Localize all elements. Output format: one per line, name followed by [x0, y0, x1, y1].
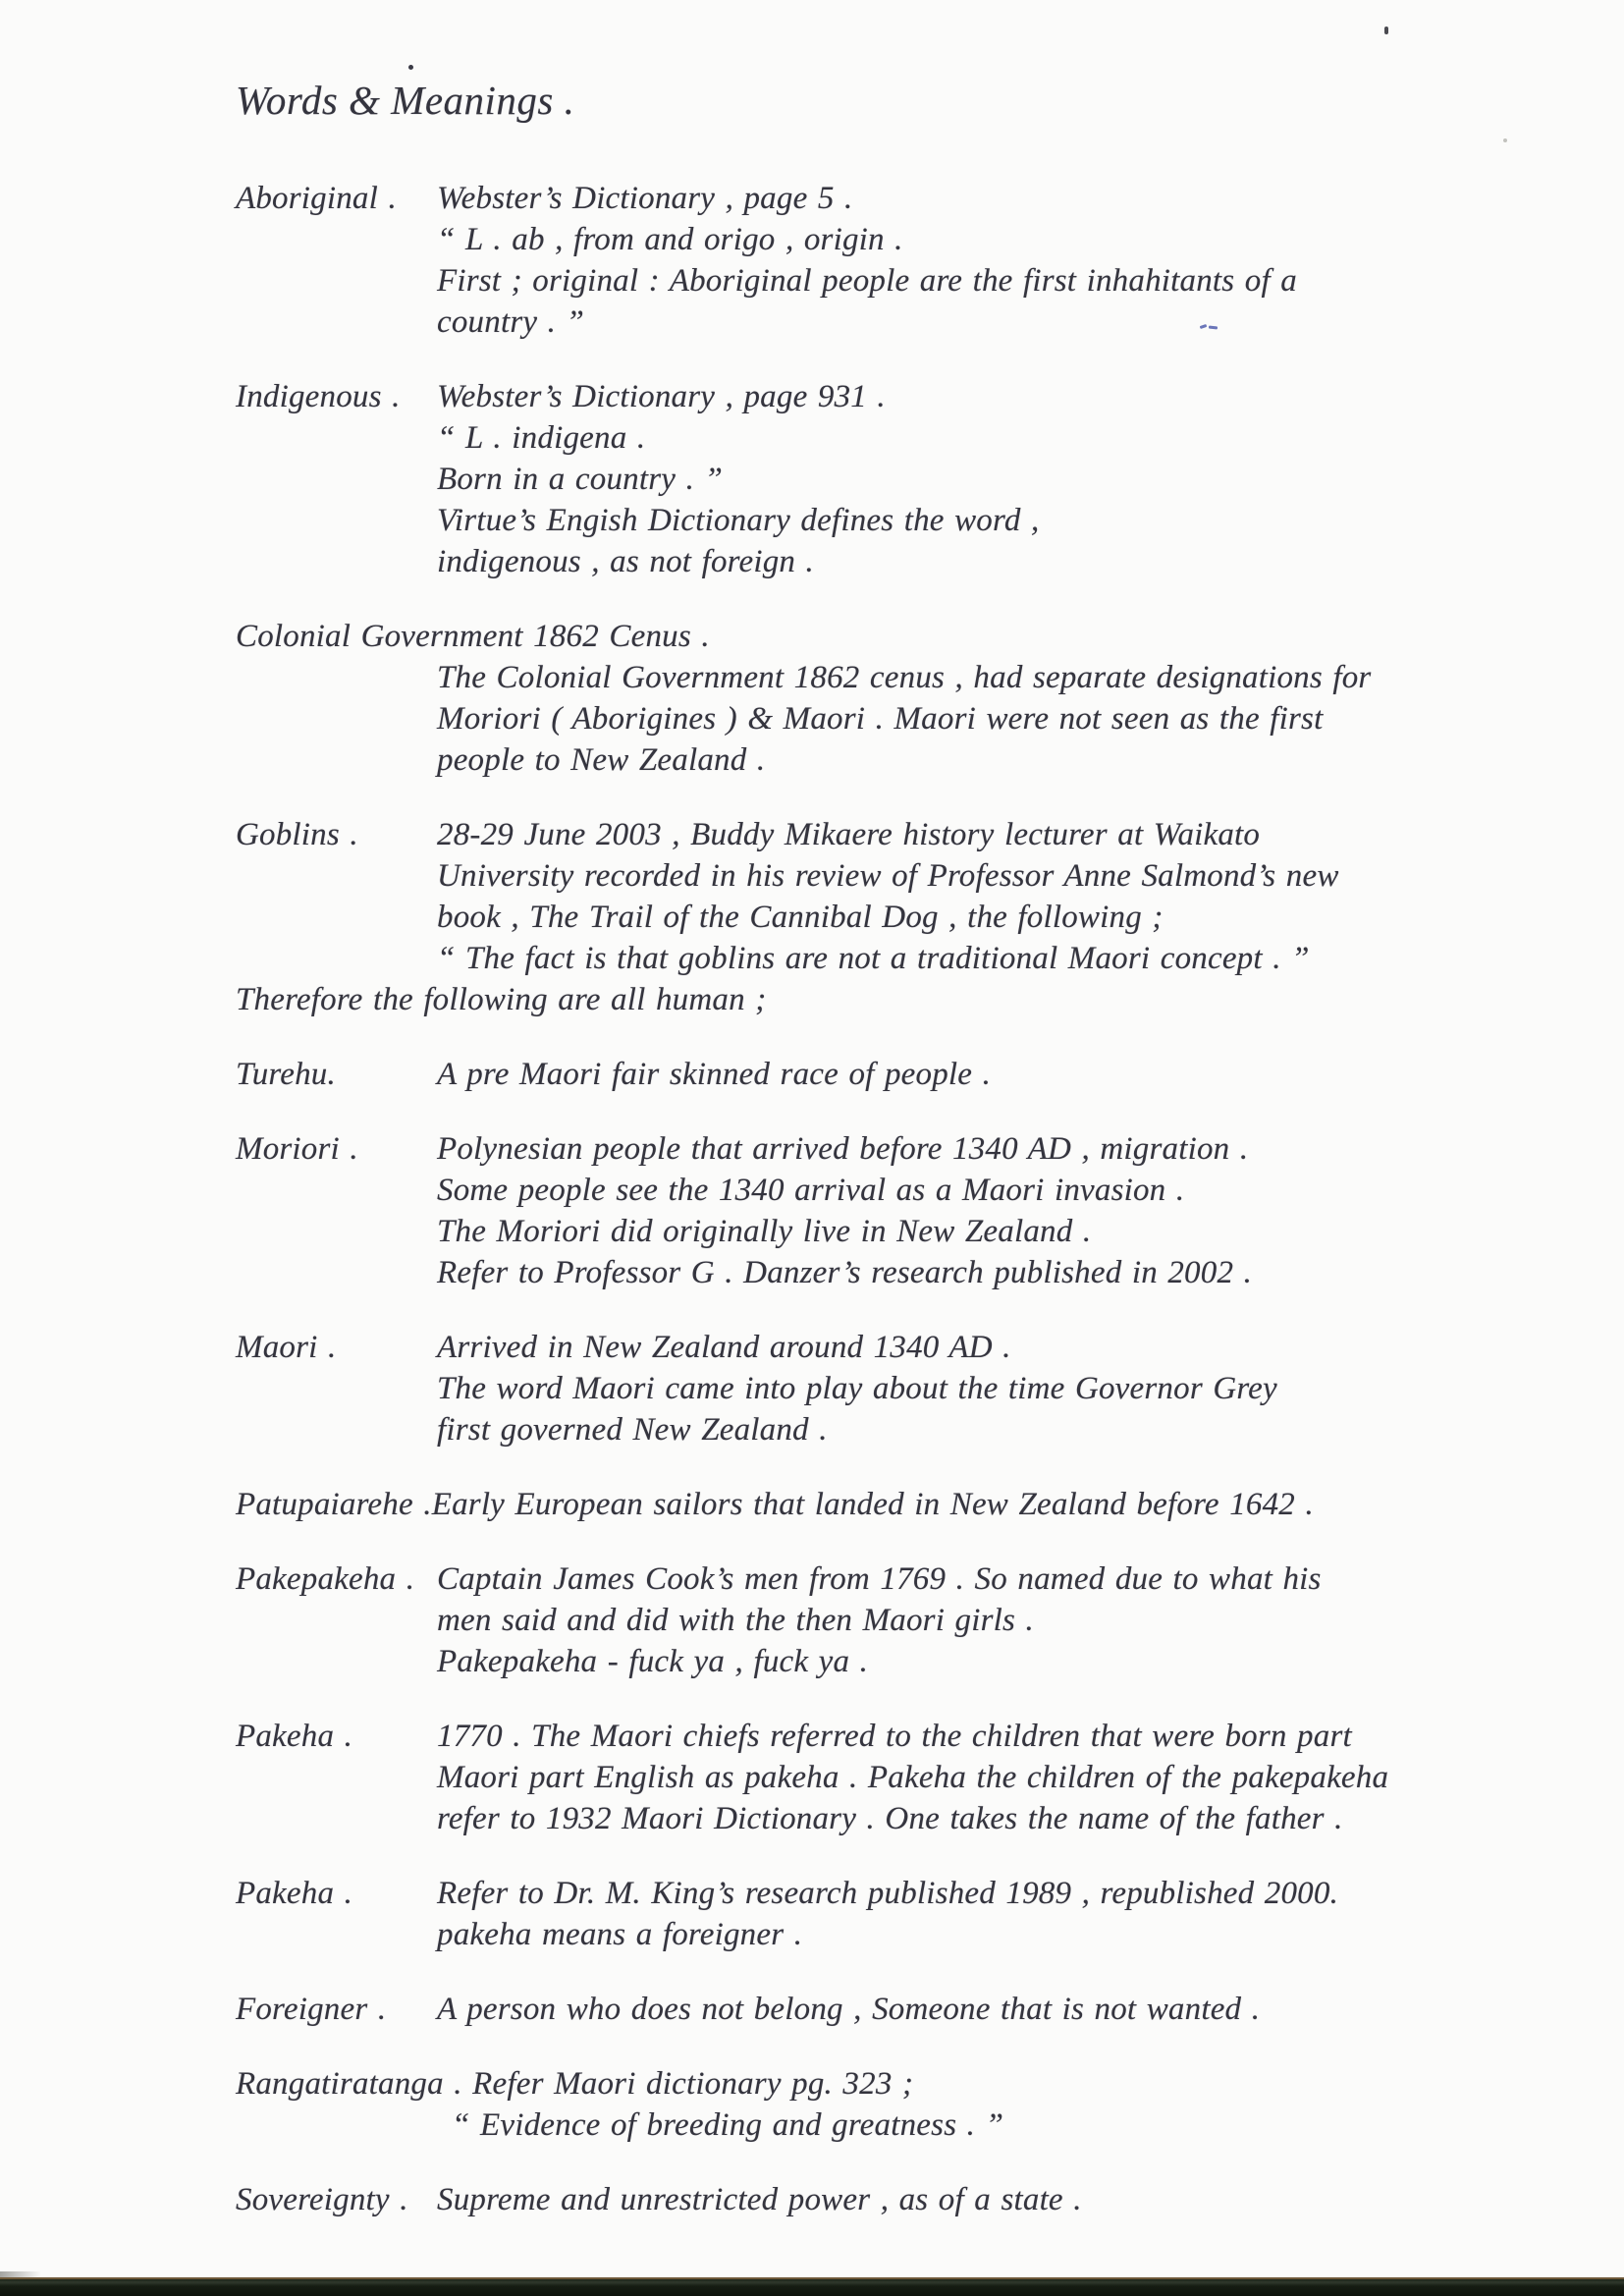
entry-term: Maori . — [236, 1330, 337, 1366]
entry-footer-note: Therefore the following are all human ; — [236, 982, 767, 1018]
entry-term: Sovereignty . — [236, 2182, 408, 2218]
entry-line: Refer to Dr. M. King’s research published 1989 , republished 2000. — [437, 1876, 1339, 1912]
entry-line: people to New Zealand . — [437, 742, 766, 779]
entry-line: first governed New Zealand . — [437, 1412, 828, 1449]
entry-line: Born in a country . ” — [437, 462, 724, 498]
entry-term: Pakepakeha . — [236, 1561, 415, 1598]
entry-pakeha-1 — [236, 1716, 1591, 1839]
entry-line: The Colonial Government 1862 cenus , had separate designations for — [437, 660, 1372, 696]
entry-term: Pakeha . — [236, 1876, 353, 1912]
entry-line: indigenous , as not foreign . — [437, 544, 814, 580]
entry-indigenous — [236, 376, 1591, 582]
document-body — [236, 77, 1591, 2254]
entry-definition — [437, 178, 1591, 343]
entry-line: Supreme and unrestricted power , as of a state . — [437, 2182, 1082, 2218]
entry-definition — [437, 2179, 1591, 2220]
entry-line: country . ” — [437, 304, 585, 341]
entry-line: First ; original : Aboriginal people are the first inhahitants of a — [437, 263, 1297, 300]
entry-term: Pakeha . — [236, 1719, 353, 1755]
entry-line — [236, 2063, 1591, 2105]
page-title: Words & Meanings . — [236, 78, 575, 123]
entry-line: Webster’s Dictionary , page 5 . — [437, 181, 853, 217]
entry-line: men said and did with the then Maori girls . — [437, 1603, 1034, 1639]
entry-colonial-government-1862-cenus — [236, 616, 1591, 781]
entry-term: Patupaiarehe . — [236, 1487, 432, 1523]
scan-speck — [1384, 27, 1388, 34]
entry-aboriginal — [236, 178, 1591, 343]
entry-line: 1770 . The Maori chiefs referred to the children that were born part — [437, 1719, 1352, 1755]
entry-line: Some people see the 1340 arrival as a Maori invasion . — [437, 1173, 1185, 1209]
entry-line — [236, 1484, 1591, 1525]
entry-maori — [236, 1327, 1591, 1450]
entry-line: Moriori ( Aborigines ) & Maori . Maori were not seen as the first — [437, 701, 1324, 738]
entry-sovereignty — [236, 2179, 1591, 2220]
entry-line: pakeha means a foreigner . — [437, 1917, 803, 1953]
scanner-edge-strip — [0, 2277, 1624, 2296]
entry-term: Indigenous . — [236, 379, 401, 415]
entry-term: Goblins . — [236, 817, 358, 853]
entry-turehu — [236, 1054, 1591, 1095]
entry-definition — [437, 1327, 1591, 1450]
entry-line: 28-29 June 2003 , Buddy Mikaere history lecturer at Waikato — [437, 817, 1261, 853]
entry-line: Captain James Cook’s men from 1769 . So named due to what his — [437, 1561, 1322, 1598]
entry-term: Aboriginal . — [236, 181, 397, 217]
pen-mark — [1200, 323, 1218, 333]
entry-line: Virtue’s Engish Dictionary defines the word , — [437, 503, 1040, 539]
entry-foreigner — [236, 1989, 1591, 2030]
entry-pakepakeha — [236, 1558, 1591, 1682]
entry-line: “ Evidence of breeding and greatness . ” — [452, 2107, 1004, 2144]
entry-line: University recorded in his review of Professor Anne Salmond’s new — [437, 858, 1339, 895]
entry-definition — [437, 1054, 1591, 1095]
scan-speck — [408, 65, 413, 70]
entry-patupaiarehe — [236, 1484, 1591, 1525]
entry-line: “ L . indigena . — [437, 420, 646, 457]
entry-goblins — [236, 814, 1591, 1020]
entry-definition — [437, 657, 1591, 781]
entry-definition — [437, 1558, 1591, 1682]
entry-term: Foreigner . — [236, 1992, 387, 2028]
entry-line: “ The fact is that goblins are not a traditional Maori concept . ” — [437, 941, 1310, 977]
entry-line: Maori part English as pakeha . Pakeha the children of the pakepakeha — [437, 1760, 1389, 1796]
entry-line: Pakepakeha - fuck ya , fuck ya . — [437, 1644, 869, 1680]
entry-definition — [437, 1716, 1591, 1839]
scan-speck — [1503, 138, 1507, 142]
entry-moriori — [236, 1128, 1591, 1293]
entry-term: Colonial Government 1862 Cenus . — [236, 619, 710, 655]
entry-line: A pre Maori fair skinned race of people . — [437, 1057, 992, 1093]
entry-line: Webster’s Dictionary , page 931 . — [437, 379, 886, 415]
entry-line: A person who does not belong , Someone that is not wanted . — [437, 1992, 1261, 2028]
glossary-entries — [236, 178, 1591, 2220]
entry-line: refer to 1932 Maori Dictionary . One takes the name of the father . — [437, 1801, 1343, 1837]
entry-term: Rangatiratanga . — [236, 2066, 462, 2103]
entry-term: Moriori . — [236, 1131, 358, 1168]
entry-line: Polynesian people that arrived before 1340 AD , migration . — [437, 1131, 1249, 1168]
entry-rangatiratanga — [236, 2063, 1591, 2146]
entry-line-text: Refer Maori dictionary pg. 323 ; — [461, 2066, 914, 2103]
entry-pakeha-2 — [236, 1873, 1591, 1955]
entry-line-text: Early European sailors that landed in New Zealand before 1642 . — [431, 1487, 1314, 1523]
entry-line: Refer to Professor G . Danzer’s research published in 2002 . — [437, 1255, 1253, 1291]
entry-term: Turehu. — [236, 1057, 336, 1093]
entry-line: The Moriori did originally live in New Zealand . — [437, 1214, 1092, 1250]
entry-definition — [437, 1989, 1591, 2030]
entry-definition — [437, 1128, 1591, 1293]
entry-line: Arrived in New Zealand around 1340 AD . — [437, 1330, 1011, 1366]
entry-definition — [437, 814, 1591, 979]
entry-line: The word Maori came into play about the time Governor Grey — [437, 1371, 1277, 1407]
entry-definition — [437, 1873, 1591, 1955]
entry-definition — [437, 376, 1591, 582]
entry-line: “ L . ab , from and origo , origin . — [437, 222, 903, 258]
entry-line: book , The Trail of the Cannibal Dog , the following ; — [437, 900, 1164, 936]
